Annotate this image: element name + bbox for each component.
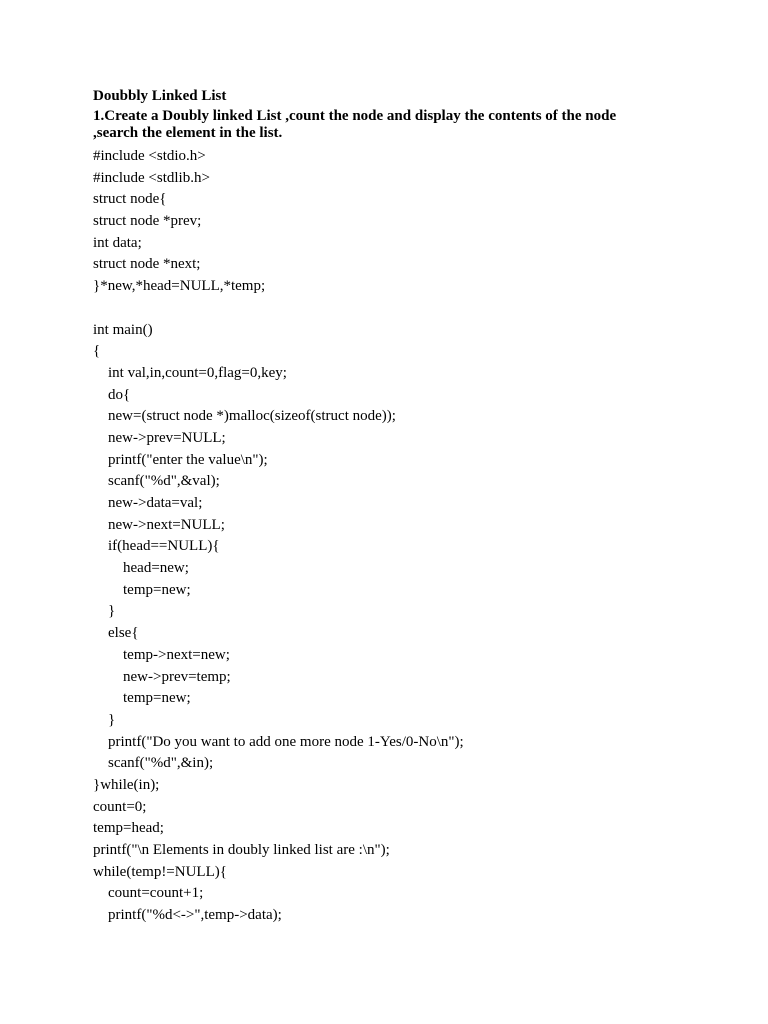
code-line: struct node *next; — [93, 256, 201, 273]
code-line — [93, 298, 464, 320]
code-line: count=count+1; — [93, 885, 204, 902]
code-line: int main() — [93, 321, 153, 338]
document-title: Doubbly Linked List — [93, 88, 227, 104]
code-line: }while(in); — [93, 776, 160, 793]
code-line: temp->next=new; — [93, 646, 230, 663]
code-line: new->prev=NULL; — [93, 429, 226, 446]
code-line: printf("enter the value\n"); — [93, 451, 268, 468]
code-line: new->next=NULL; — [93, 516, 225, 533]
code-line: new->data=val; — [93, 495, 203, 511]
code-block — [93, 146, 464, 927]
code-line: new->prev=temp; — [93, 668, 231, 685]
code-line: new=(struct node *)malloc(sizeof(struct node)); — [93, 408, 396, 425]
code-line: temp=new; — [93, 581, 191, 598]
code-line: } — [93, 711, 116, 728]
code-line: scanf("%d",&in); — [93, 755, 214, 772]
question-line: 1.Create a Doubly linked List ,count the node and display the contents of the node — [93, 108, 617, 124]
code-line: temp=new; — [93, 690, 191, 707]
code-line: struct node{ — [93, 191, 167, 208]
code-line: printf("%d<->",temp->data); — [93, 907, 282, 924]
code-line: printf("\n Elements in doubly linked list are :\n"); — [93, 842, 390, 858]
code-line: int val,in,count=0,flag=0,key; — [93, 364, 287, 381]
code-line: do{ — [93, 386, 131, 403]
code-line: } — [93, 603, 116, 620]
code-line: }*new,*head=NULL,*temp; — [93, 278, 266, 295]
code-line: else{ — [93, 625, 139, 642]
code-line: int data; — [93, 234, 142, 251]
code-line: printf("Do you want to add one more node 1-Yes/0-No\n"); — [93, 733, 464, 750]
code-line: #include <stdio.h> — [93, 148, 206, 164]
code-line: while(temp!=NULL){ — [93, 863, 227, 880]
code-line: struct node *prev; — [93, 213, 202, 230]
code-line: { — [93, 343, 101, 360]
code-line: head=new; — [93, 560, 189, 577]
code-line: temp=head; — [93, 820, 164, 837]
code-line: #include <stdlib.h> — [93, 169, 210, 186]
code-line: if(head==NULL){ — [93, 538, 220, 555]
question-heading — [93, 108, 653, 142]
question-line: ,search the element in the list. — [93, 125, 283, 141]
code-line: count=0; — [93, 798, 147, 815]
code-line: scanf("%d",&val); — [93, 473, 220, 490]
